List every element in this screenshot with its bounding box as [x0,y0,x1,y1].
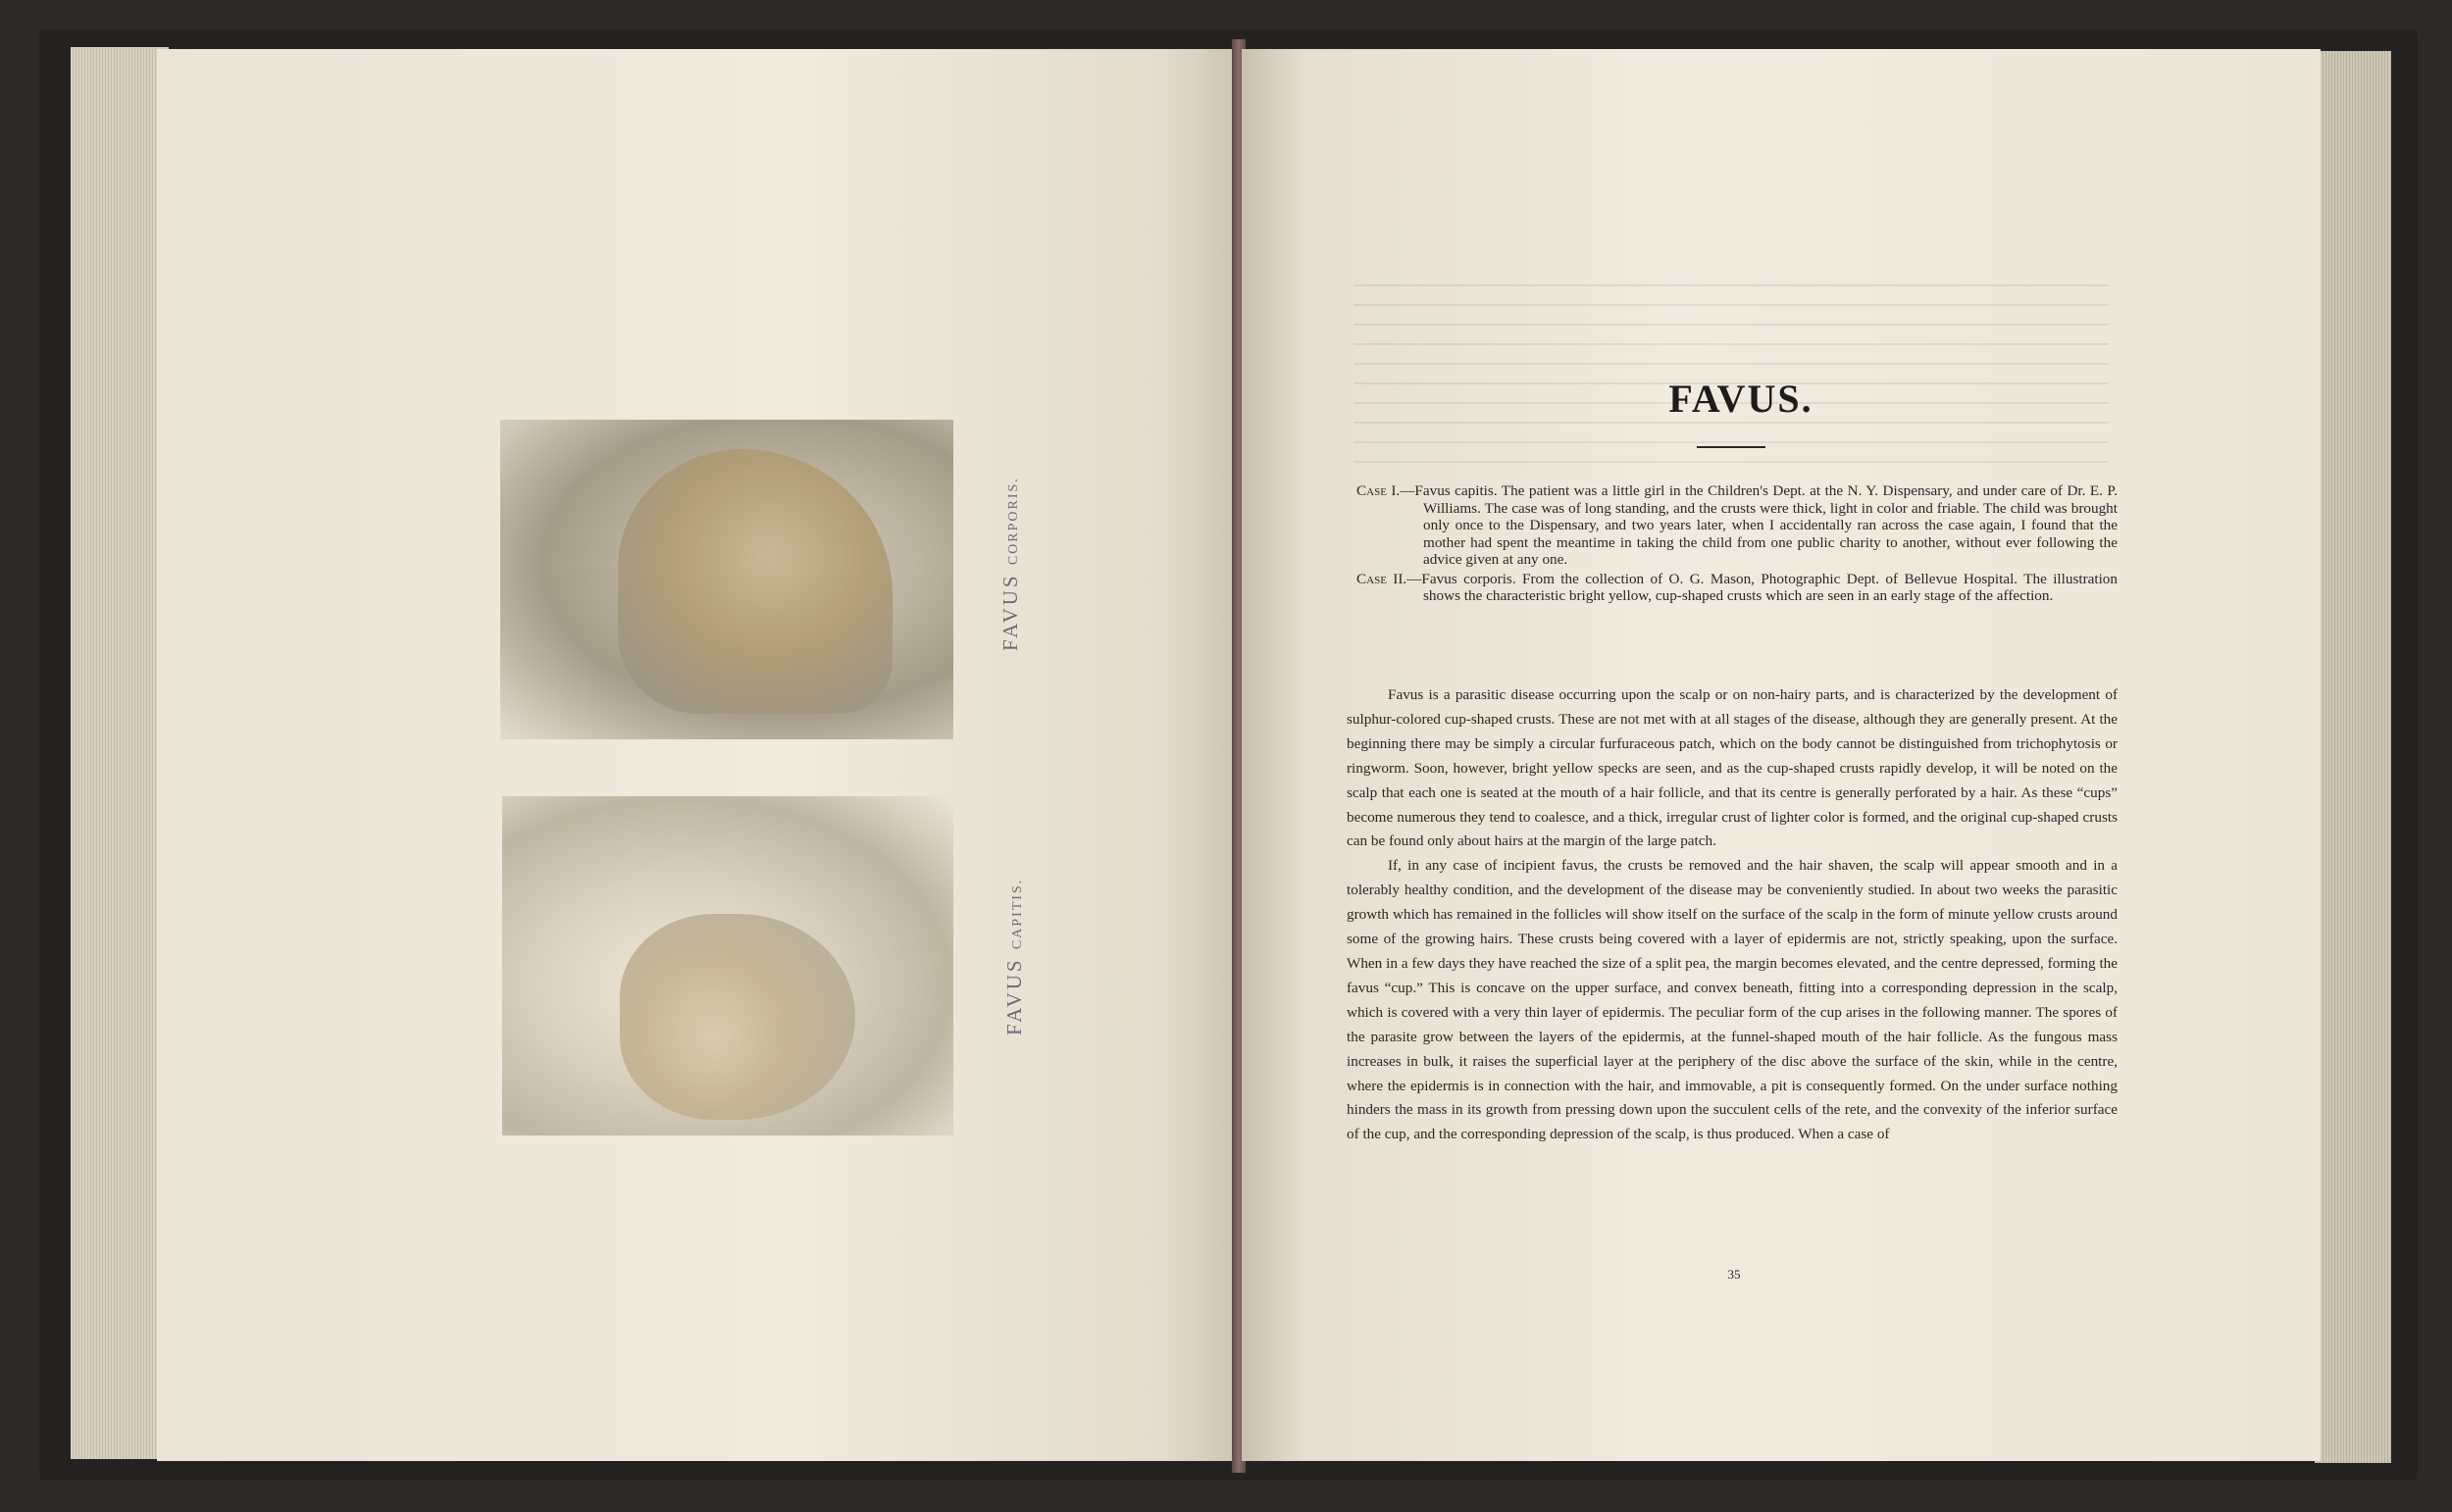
page-title: FAVUS. [1668,377,1813,421]
case-label: Case II. [1356,570,1407,587]
page-edges-right [2315,51,2391,1463]
left-page [157,49,1238,1461]
case-notes [1356,482,2118,607]
plate-caption-corporis [998,477,1023,651]
photo-plate-favus-corporis [500,420,953,739]
affected-elbow-image [618,449,893,714]
page-edges-left [71,47,169,1459]
title-rule [1697,446,1765,448]
case-note [1356,482,2118,569]
body-text [1347,683,2118,1147]
case-text: —Favus capitis. The patient was a little girl in the Children's Dept. at the N. Y. Dispensary, and under care of Dr. E. P. Williams. The case was of long standing, and the crusts were thick, light in color and friable. The child was brought only once to the Dispensary, and two years later, when I accidentally ran across the case again, I found that the mother had spent the meantime in taking the child from one public charity to another, without ever following the advice given at any one. [1400,482,2118,568]
photo-plate-favus-capitis [502,796,953,1135]
caption-sub: CAPITIS. [1010,878,1025,950]
caption-sub: CORPORIS. [1006,477,1021,566]
paragraph: If, in any case of incipient favus, the crusts be removed and the hair shaven, the scalp will appear smooth and in a tolerably healthy condition, and the development of the disease may be conveniently studied. In about two weeks the parasitic growth which has remained in the follicles will show itself on the surface of the scalp in the form of minute yellow crusts around some of the growing hairs. These crusts being covered with a layer of epidermis are not, strictly speaking, upon the surface. When in a few days they have reached the size of a split pea, the margin becomes elevated, and the centre depressed, forming the favus “cup.” This is concave on the upper surface, and convex beneath, fitting into a corresponding depression in the scalp, which is covered with a very thin layer of epidermis. The peculiar form of the cup arises in the following manner. The spores of the parasite grow between the layers of the epidermis, at the funnel-shaped mouth of the hair follicle. As the fungous mass increases in bulk, it raises the superficial layer at the periphery of the disc above the surface of the skin, while in the centre, where the epidermis is in connection with the hair, and immovable, a pit is consequently formed. On the under surface nothing hinders the mass in its growth from pressing down upon the succulent cells of the rete, and the convexity of the inferior surface of the cup, and the corresponding depression of the scalp, is thus produced. When a case of [1347,857,2118,1143]
affected-scalp-image [620,914,855,1120]
page-number: 35 [1727,1267,1741,1282]
caption-main: FAVUS [998,573,1022,651]
case-note [1356,571,2118,605]
plate-caption-capitis [1002,879,1027,1035]
caption-main: FAVUS [1002,957,1026,1035]
case-text: —Favus corporis. From the collection of O. G. Mason, Photographic Dept. of Bellevue Hospital. The illustration shows the characteristic bright yellow, cup-shaped crusts which are seen in an early stage of the affection. [1406,570,2118,604]
case-label: Case I. [1356,482,1401,499]
paragraph: Favus is a parasitic disease occurring upon the scalp or on non-hairy parts, and is characterized by the development of sulphur-colored cup-shaped crusts. These are not met with at all stages of the disease, although they are generally present. At the beginning there may be simply a circular furfuraceous patch, which on the body cannot be distinguished from trichophytosis or ringworm. Soon, however, bright yellow specks are seen, and as the cup-shaped crusts rapidly develop, it will be noted on the scalp that each one is seated at the mouth of a hair follicle, and that its centre is generally perforated by a hair. As these “cups” become numerous they tend to coalesce, and a thick, irregular crust of lighter color is formed, and the original cup-shaped crusts can be found only about hairs at the margin of the large patch. [1347,686,2118,850]
